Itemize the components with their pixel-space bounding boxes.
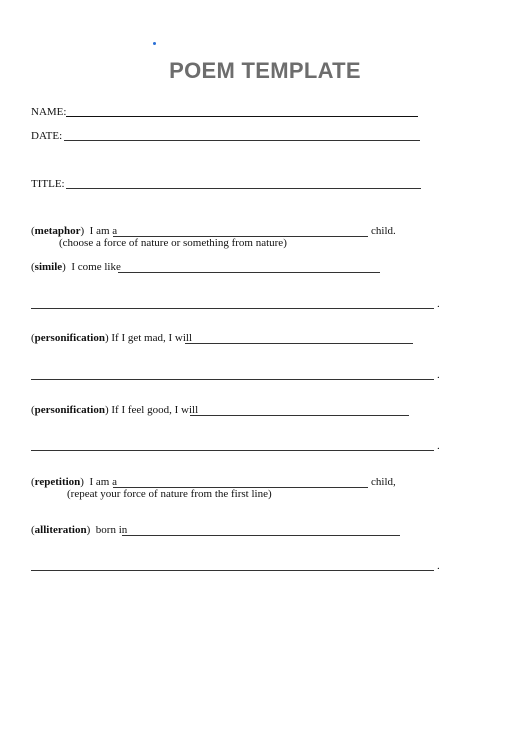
alliteration-lead: born in bbox=[95, 524, 128, 536]
personification1-lead: If I get mad, I will bbox=[111, 332, 193, 344]
personification1-field[interactable] bbox=[185, 343, 413, 344]
decorative-dot bbox=[153, 42, 156, 45]
date-label: DATE: bbox=[31, 130, 63, 142]
alliteration-tag: alliteration bbox=[34, 524, 87, 536]
alliteration-continuation-field[interactable] bbox=[31, 570, 434, 571]
repetition-lead: I am a bbox=[89, 476, 117, 488]
personification1-continuation-field[interactable] bbox=[31, 379, 434, 380]
metaphor-lead: I am a bbox=[89, 225, 118, 237]
repetition-hint: (repeat your force of nature from the first line) bbox=[67, 488, 272, 500]
name-field[interactable] bbox=[66, 116, 418, 117]
title-row bbox=[31, 178, 65, 191]
repetition-after: child, bbox=[371, 476, 396, 488]
period-mark: . bbox=[437, 560, 440, 572]
page-title: POEM TEMPLATE bbox=[169, 58, 361, 83]
date-row bbox=[31, 130, 62, 143]
metaphor-row: (metaphor) I am a bbox=[31, 225, 118, 237]
simile-continuation-field[interactable] bbox=[31, 308, 434, 309]
personification2-continuation-field[interactable] bbox=[31, 450, 434, 451]
name-label: NAME: bbox=[31, 106, 67, 118]
alliteration-field[interactable] bbox=[122, 535, 400, 536]
simile-row: (simile) I come like bbox=[31, 261, 121, 273]
personification2-tag: personification bbox=[34, 404, 105, 416]
personification2-lead: If I feel good, I will bbox=[111, 404, 199, 416]
name-row bbox=[31, 106, 66, 119]
repetition-tag: repetition bbox=[34, 476, 81, 488]
repetition-row: (repetition) I am a bbox=[31, 476, 117, 488]
personification2-row: (personification) If I feel good, I will bbox=[31, 404, 199, 416]
metaphor-tag: metaphor bbox=[34, 225, 81, 237]
simile-tag: simile bbox=[34, 261, 63, 273]
alliteration-row: (alliteration) born in bbox=[31, 524, 128, 536]
title-field[interactable] bbox=[66, 188, 421, 189]
title-label: TITLE: bbox=[31, 178, 65, 190]
simile-lead: I come like bbox=[71, 261, 121, 273]
metaphor-hint: (choose a force of nature or something from nature) bbox=[59, 237, 287, 249]
period-mark: . bbox=[437, 298, 440, 310]
personification2-field[interactable] bbox=[190, 415, 409, 416]
personification1-tag: personification bbox=[34, 332, 105, 344]
simile-field[interactable] bbox=[118, 272, 380, 273]
period-mark: . bbox=[437, 369, 440, 381]
date-field[interactable] bbox=[64, 140, 420, 141]
metaphor-after: child. bbox=[371, 225, 396, 237]
period-mark: . bbox=[437, 440, 440, 452]
personification1-row: (personification) If I get mad, I will bbox=[31, 332, 193, 344]
